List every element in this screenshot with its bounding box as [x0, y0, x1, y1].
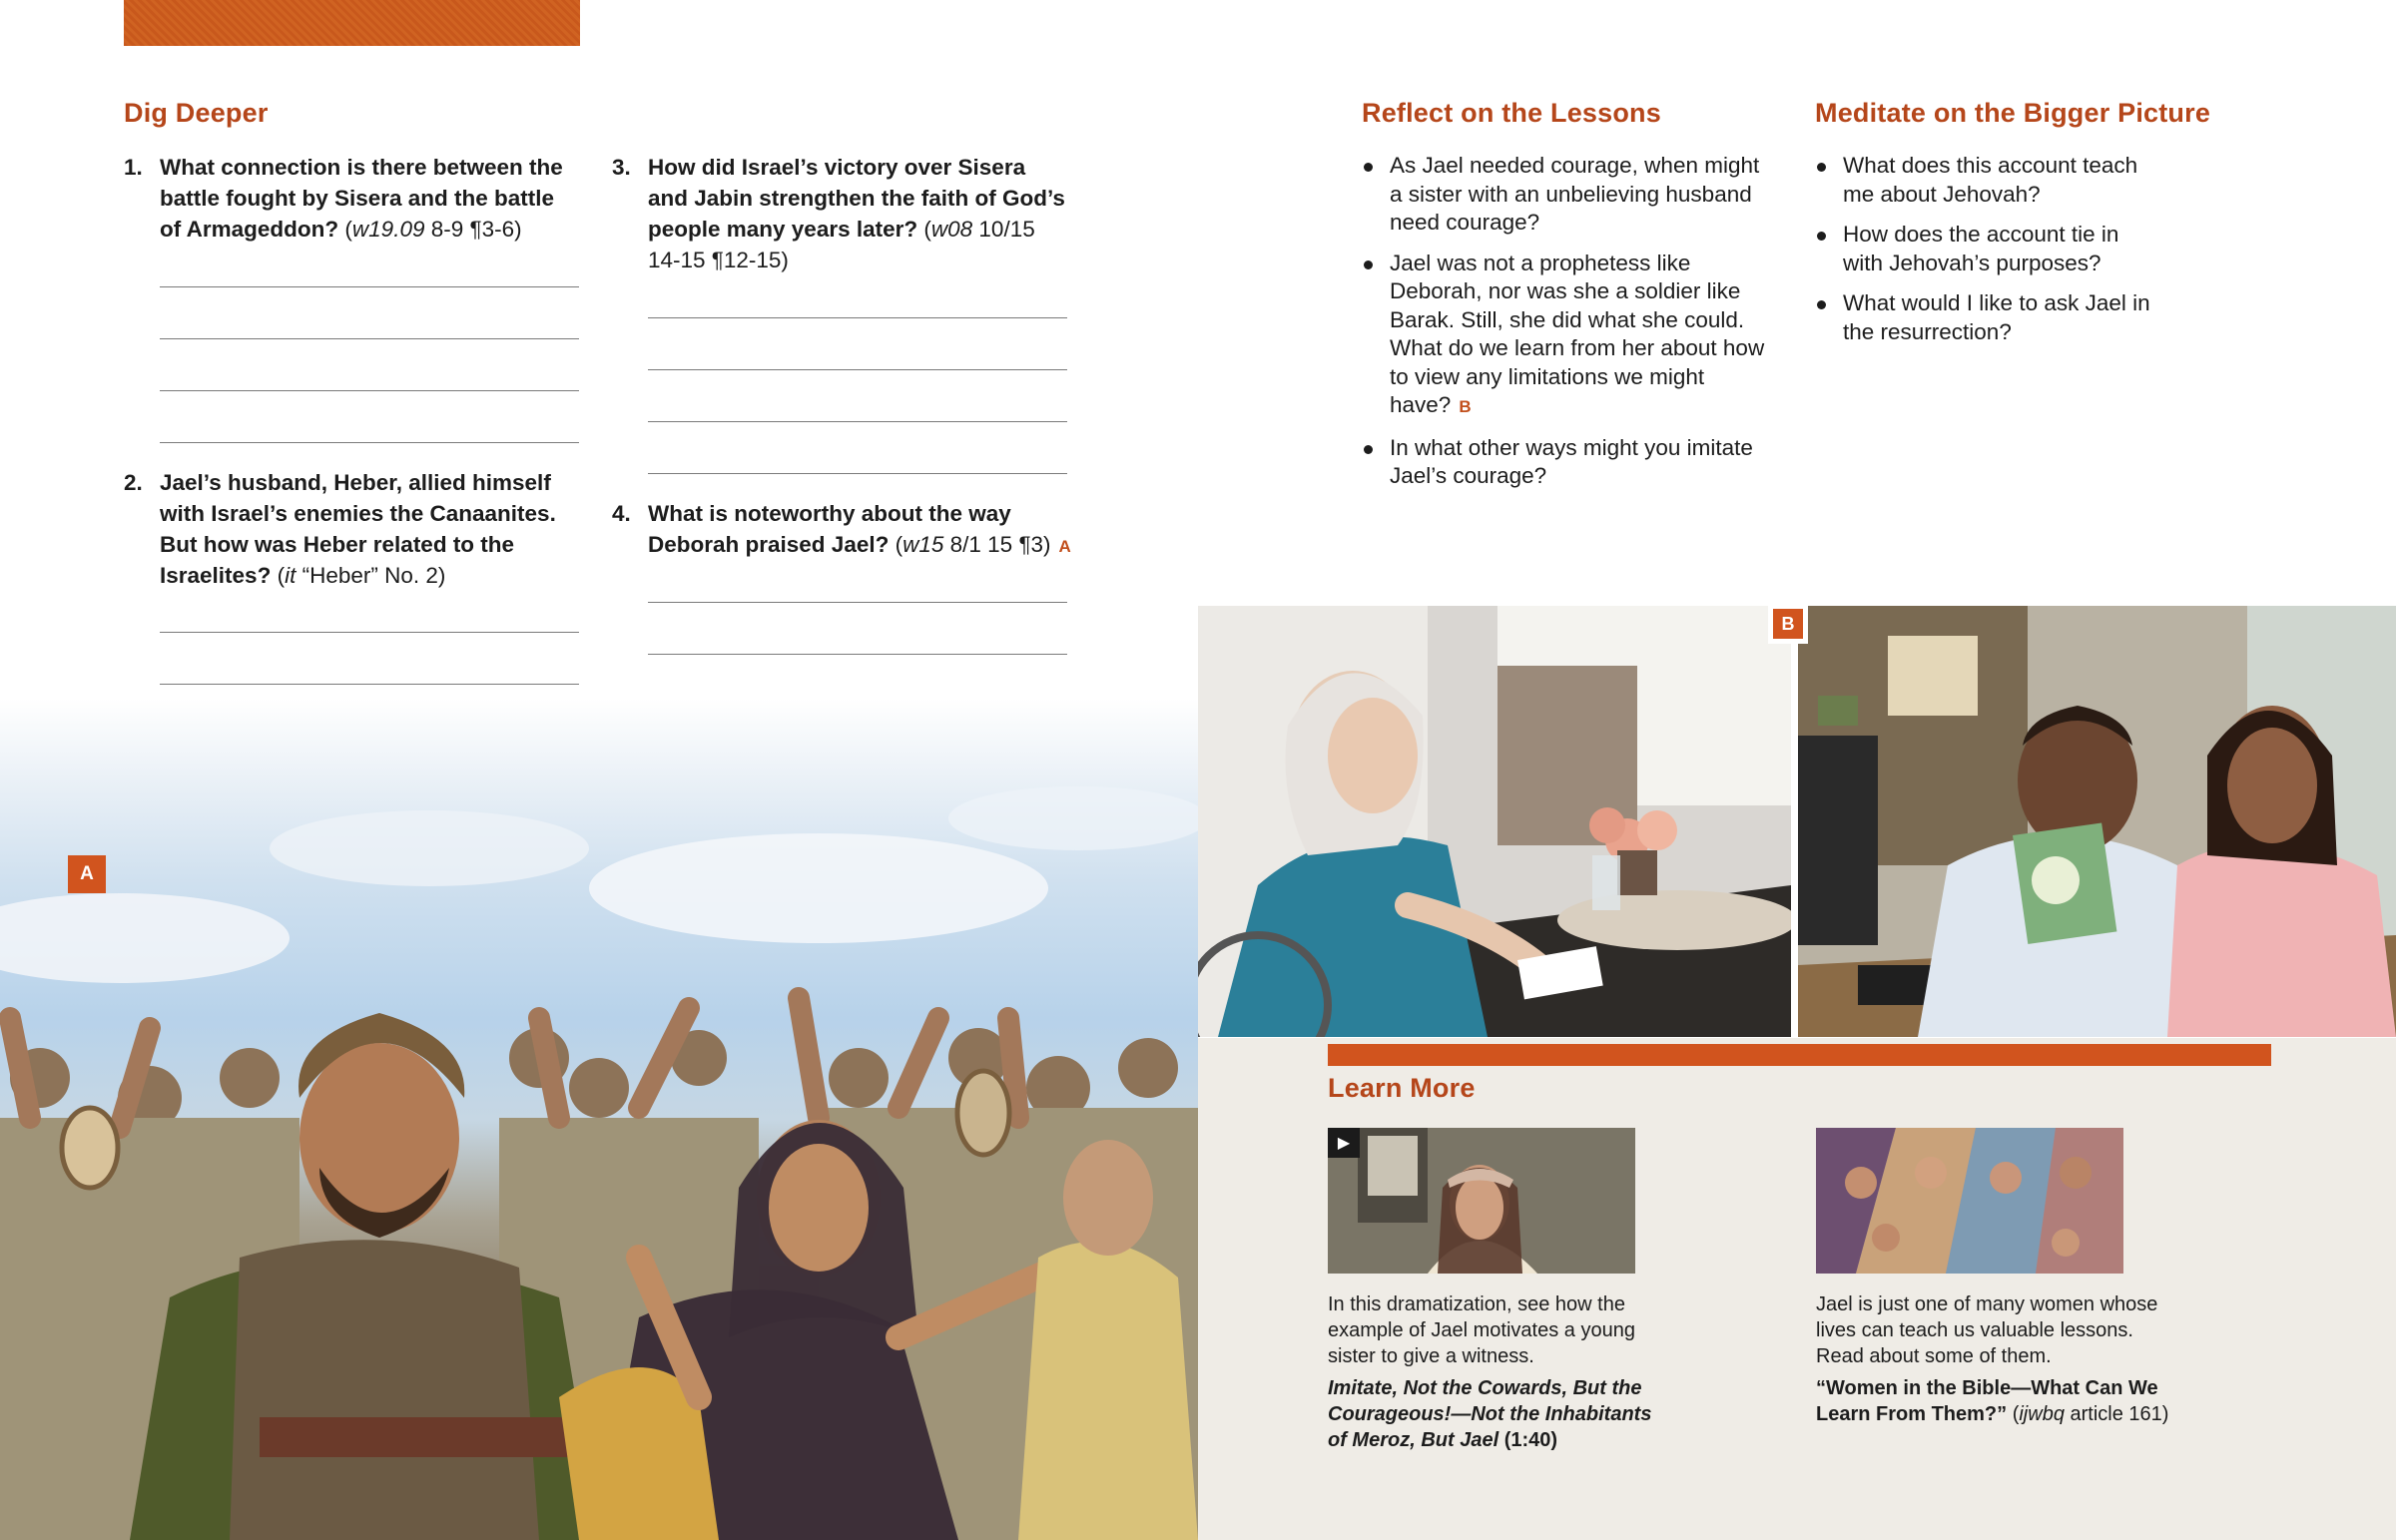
photo-couple-scene [1798, 606, 2396, 1037]
top-color-band [124, 0, 580, 46]
video-thumbnail[interactable] [1328, 1128, 1635, 1274]
list-item: As Jael needed courage, when might a sister with an unbelieving husband need courage? [1362, 152, 1771, 238]
article-title-link[interactable]: “Women in the Bible—What Can We Learn From Them?” (ijwbq article 161) [1816, 1377, 2169, 1425]
reflect-heading: Reflect on the Lessons [1362, 98, 1661, 128]
learn-more-panel [1198, 1038, 2396, 1540]
question-text: What connection is there between the battle fought by Sisera and the battle of Armageddon? [160, 155, 563, 242]
dig-deeper-heading: Dig Deeper [124, 98, 269, 128]
image-reference-tag[interactable]: A [1058, 537, 1071, 556]
answer-line[interactable] [160, 286, 579, 287]
question-text: What is noteworthy about the way Deborah praised Jael? [648, 501, 1011, 557]
image-reference-tag[interactable]: B [1459, 397, 1472, 416]
question-number: 2. [124, 470, 143, 495]
article-thumbnail[interactable] [1816, 1128, 2123, 1274]
answer-line[interactable] [160, 390, 579, 391]
photo-sister-writing-letter [1198, 606, 1791, 1037]
question-1 [124, 152, 579, 245]
learn-more-heading: Learn More [1328, 1073, 1476, 1103]
meditate-heading: Meditate on the Bigger Picture [1815, 98, 2211, 128]
crowd-illustration [0, 699, 1198, 1540]
question-number: 3. [612, 155, 631, 180]
list-item: What would I like to ask Jael in the resurrection? [1815, 289, 2164, 346]
question-text: Jael’s husband, Heber, allied himself with Israel’s enemies the Canaanites. But how was Heber related to the Israelites? [160, 470, 556, 588]
learn-more-accent-bar [1328, 1044, 2271, 1066]
question-3 [612, 152, 1067, 275]
answer-line[interactable] [648, 317, 1067, 318]
question-reference: (it “Heber” No. 2) [277, 563, 446, 588]
reflect-list [1362, 152, 1771, 503]
answer-line[interactable] [160, 632, 579, 633]
question-number: 4. [612, 501, 631, 526]
question-reference: (w08 10/15 14-15 ¶12-15) [648, 217, 1035, 272]
play-icon[interactable]: ▶ [1328, 1128, 1360, 1158]
image-marker-a[interactable]: A [68, 855, 106, 893]
photo-couple-with-tract [1798, 606, 2396, 1037]
answer-line[interactable] [648, 473, 1067, 474]
video-description: In this dramatization, see how the example of Jael motivates a young sister to give a witness. [1328, 1293, 1635, 1367]
question-number: 1. [124, 155, 143, 180]
article-thumbnail-image [1816, 1128, 2123, 1274]
list-item: What does this account teach me about Jehovah? [1815, 152, 2164, 209]
answer-line[interactable] [648, 421, 1067, 422]
question-reference: (w19.09 8-9 ¶3-6) [344, 217, 522, 242]
question-text: How did Israel’s victory over Sisera and Jabin strengthen the faith of God’s people many years later? [648, 155, 1065, 242]
answer-line[interactable] [160, 684, 579, 685]
image-marker-b[interactable]: B [1768, 604, 1808, 644]
answer-line[interactable] [648, 602, 1067, 603]
video-thumbnail-image [1328, 1128, 1635, 1274]
list-item: How does the account tie in with Jehovah’s purposes? [1815, 221, 2164, 277]
answer-line[interactable] [160, 338, 579, 339]
article-description: Jael is just one of many women whose lives can teach us valuable lessons. Read about some of them. [1816, 1293, 2158, 1367]
list-item: In what other ways might you imitate Jael’s courage? [1362, 434, 1771, 491]
question-reference: (w15 8/1 15 ¶3) [895, 532, 1051, 557]
question-2 [124, 467, 579, 591]
question-4 [612, 498, 1087, 562]
answer-line[interactable] [160, 442, 579, 443]
photo-writing-scene [1198, 606, 1791, 1037]
list-item: Jael was not a prophetess like Deborah, nor was she a soldier like Barak. Still, she did what she could. What do we learn from her about how to view any limitations we might have? B [1362, 250, 1771, 422]
answer-line[interactable] [648, 654, 1067, 655]
meditate-list [1815, 152, 2164, 358]
answer-line[interactable] [648, 369, 1067, 370]
video-title-link[interactable]: Imitate, Not the Cowards, But the Courageous!—Not the Inhabitants of Meroz, But Jael (1:40) [1328, 1377, 1652, 1451]
illustration-israelites-celebrating [0, 699, 1198, 1540]
